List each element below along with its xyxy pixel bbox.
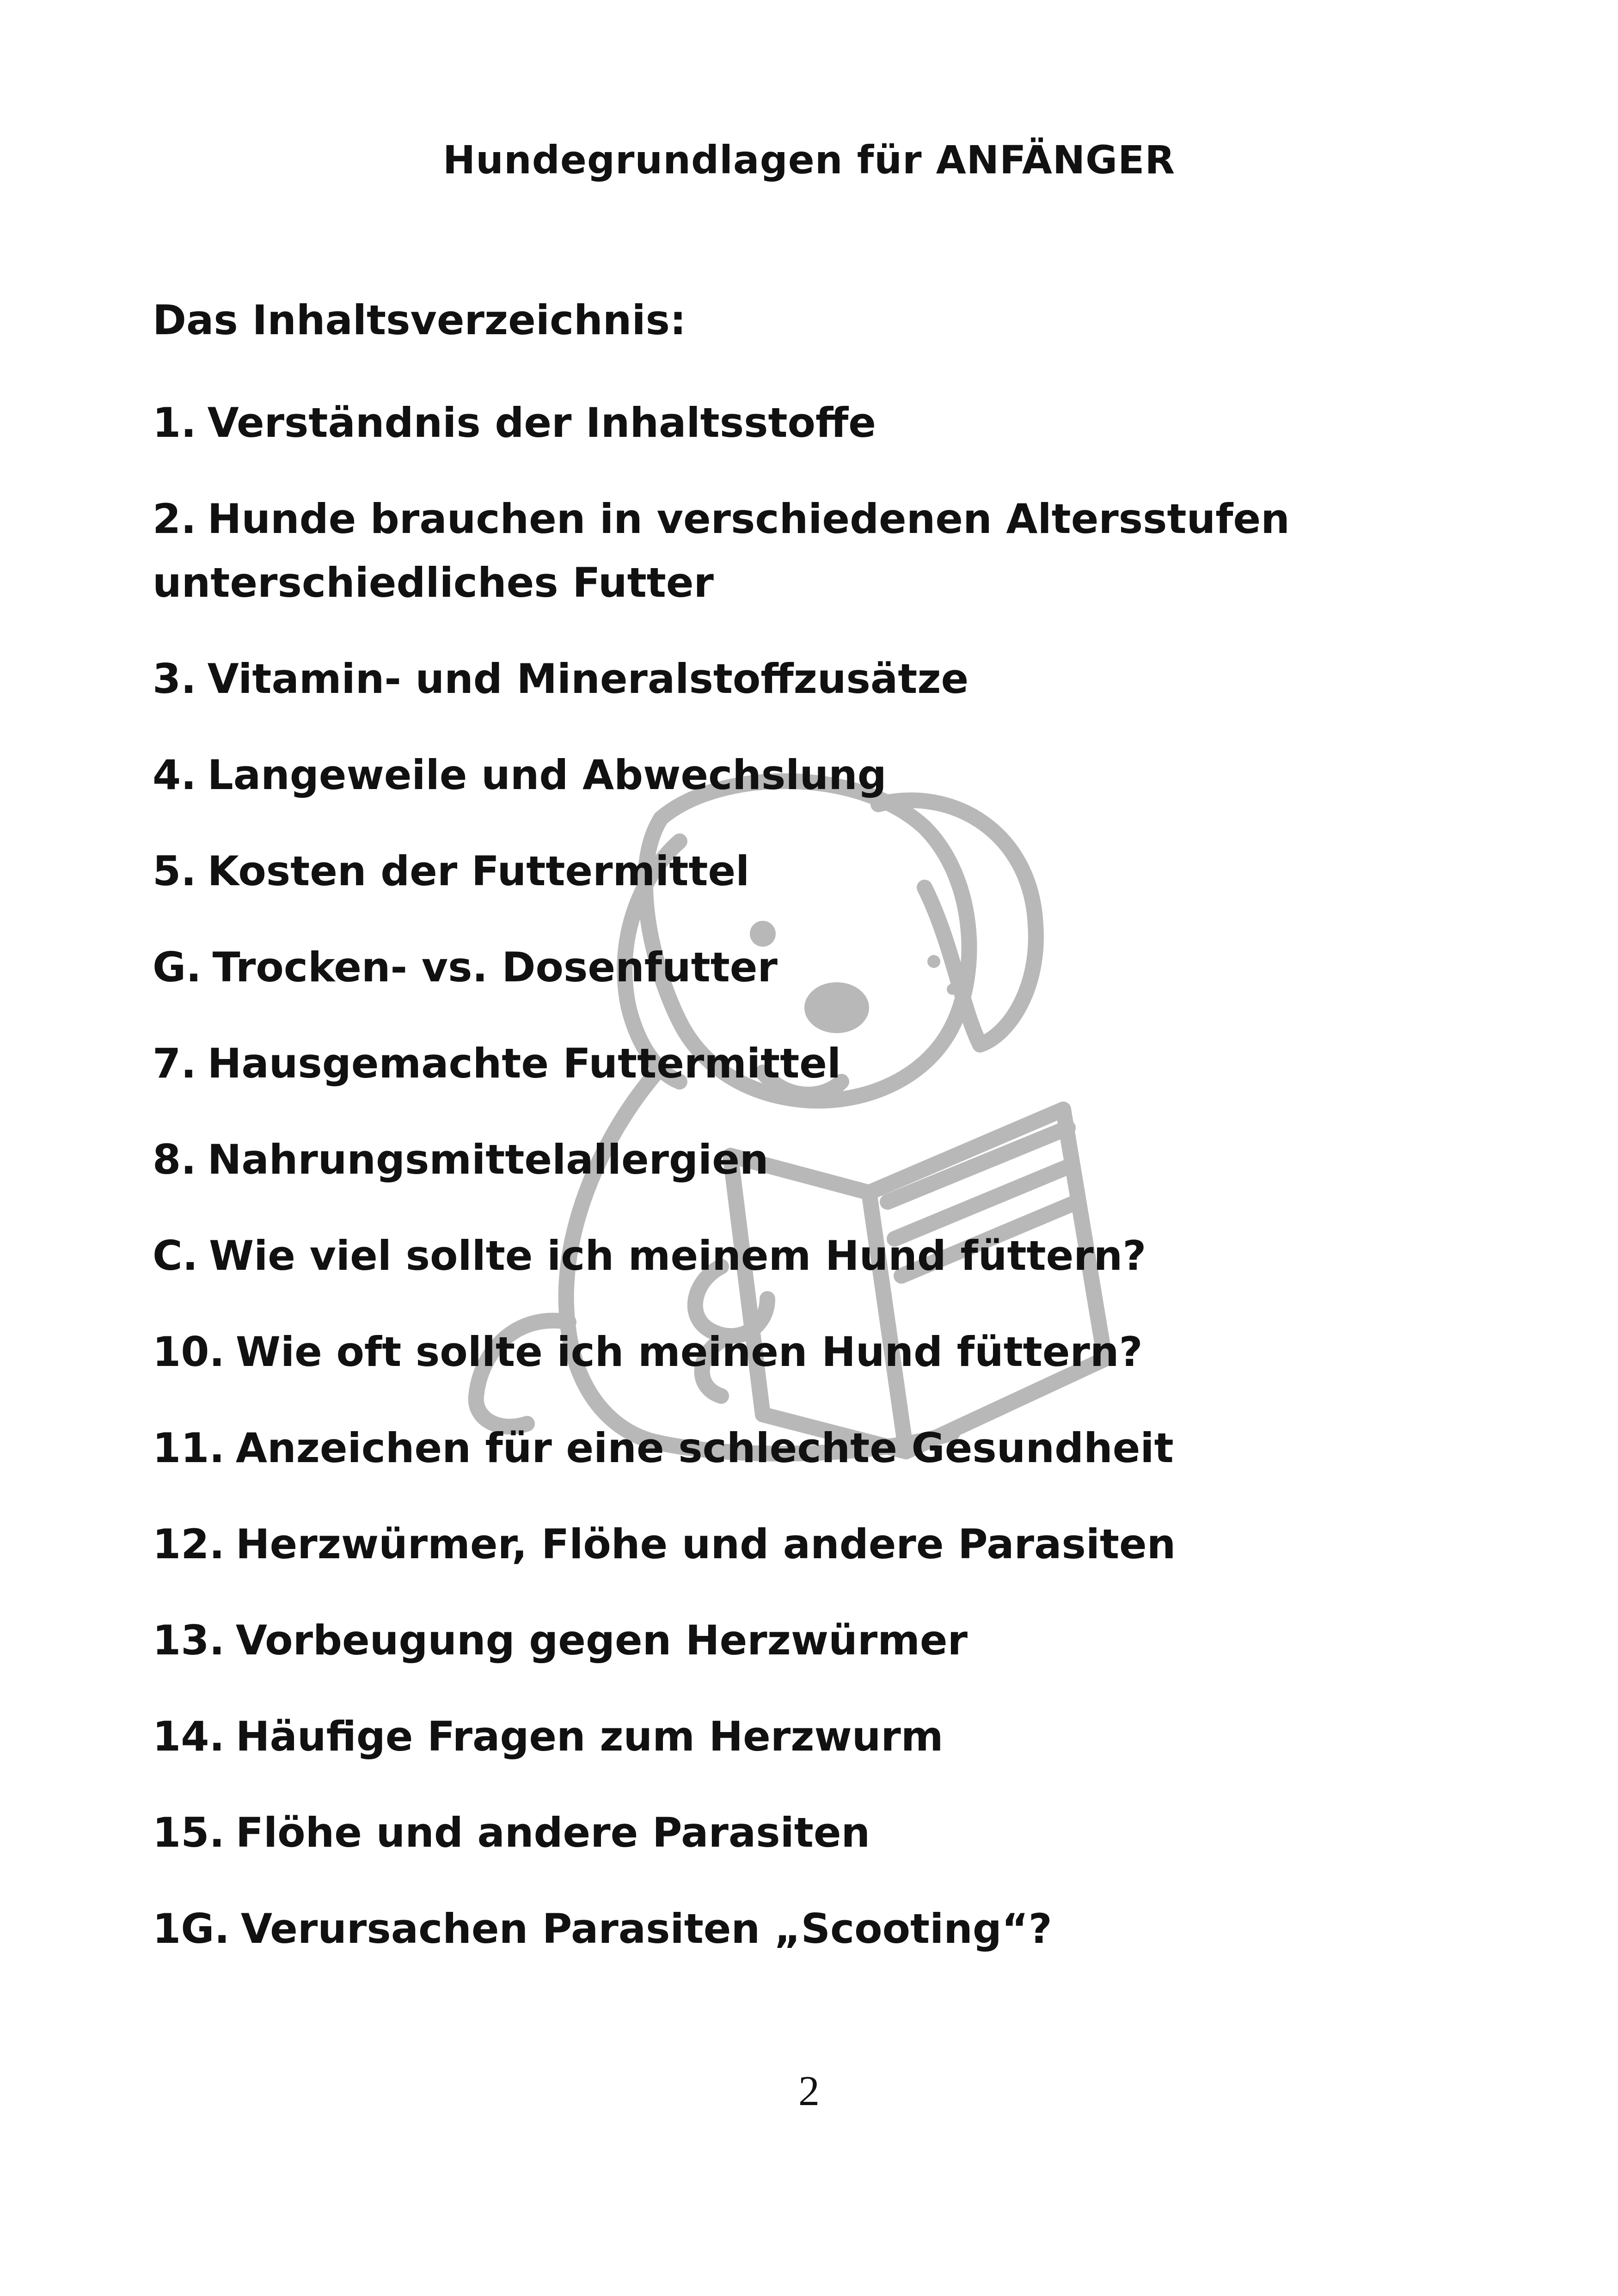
toc-entry	[153, 647, 1516, 711]
toc-entry-text: Kosten der Futtermittel	[207, 847, 750, 895]
toc-entry-number: 10.	[153, 1328, 225, 1376]
toc-entry-text: Trocken- vs. Dosenfutter	[212, 943, 778, 991]
toc-entry-text: Hunde brauchen in verschiedenen Altersstufen	[207, 495, 1290, 543]
toc-entry-number: 14.	[153, 1712, 225, 1760]
toc-entry	[153, 1320, 1516, 1384]
toc-entry-number: 1.	[153, 398, 196, 447]
toc-entry-number: 12.	[153, 1520, 225, 1568]
toc-entry-number: 15.	[153, 1808, 225, 1856]
toc-entry-text: Hausgemachte Futtermittel	[207, 1039, 841, 1087]
toc-entry	[153, 839, 1516, 903]
toc-entry-text: Wie viel sollte ich meinem Hund füttern?	[209, 1231, 1146, 1280]
toc-entry-number: G.	[153, 943, 202, 991]
toc-entry-number: C.	[153, 1231, 198, 1280]
toc-entry-number: 4.	[153, 751, 196, 799]
toc-entry	[153, 1416, 1516, 1480]
toc-entry-text: Herzwürmer, Flöhe und andere Parasiten	[235, 1520, 1176, 1568]
toc-entry-number: 1G.	[153, 1904, 230, 1953]
toc-entry-number: 2.	[153, 495, 196, 543]
toc-entry-number: 13.	[153, 1616, 225, 1664]
toc-entry	[153, 487, 1516, 615]
toc-entry-text: Nahrungsmittelallergien	[207, 1135, 769, 1183]
toc-entry-number: 11.	[153, 1424, 225, 1472]
toc-entry-text-continued: unterschiedliches Futter	[153, 558, 714, 606]
toc-entry	[153, 1128, 1516, 1192]
toc-entry-number: 5.	[153, 847, 196, 895]
toc-entry-text: Vitamin- und Mineralstoffzusätze	[207, 655, 969, 703]
toc-entry	[153, 1032, 1516, 1096]
toc-entry-text: Anzeichen für eine schlechte Gesundheit	[235, 1424, 1174, 1472]
toc-entry	[153, 1897, 1516, 1961]
toc-entry	[153, 1512, 1516, 1576]
page-number: 2	[798, 2067, 820, 2114]
toc-entry	[153, 1224, 1516, 1288]
toc-entry-number: 7.	[153, 1039, 196, 1087]
toc-entry	[153, 1801, 1516, 1865]
toc-entry-text: Vorbeugung gegen Herzwürmer	[235, 1616, 968, 1664]
table-of-contents	[153, 296, 1516, 1961]
toc-entry-text: Verständnis der Inhaltsstoffe	[207, 398, 876, 447]
toc-entry-text: Verursachen Parasiten „Scooting“?	[240, 1904, 1052, 1953]
toc-entry-text: Flöhe und andere Parasiten	[235, 1808, 870, 1856]
toc-heading: Das Inhaltsverzeichnis:	[153, 296, 686, 344]
toc-entry-number: 3.	[153, 655, 196, 703]
toc-entry-text: Wie oft sollte ich meinen Hund füttern?	[235, 1328, 1143, 1376]
toc-entry-number: 8.	[153, 1135, 196, 1183]
toc-entry	[153, 391, 1516, 455]
document-title: Hundegrundlagen für ANFÄNGER	[442, 137, 1176, 183]
toc-entry	[153, 1705, 1516, 1769]
toc-entry-text: Häufige Fragen zum Herzwurm	[235, 1712, 944, 1760]
toc-entry-text: Langeweile und Abwechslung	[207, 751, 887, 799]
toc-list	[153, 391, 1516, 1961]
toc-entry	[153, 743, 1516, 807]
toc-entry	[153, 1609, 1516, 1672]
toc-entry	[153, 936, 1516, 999]
